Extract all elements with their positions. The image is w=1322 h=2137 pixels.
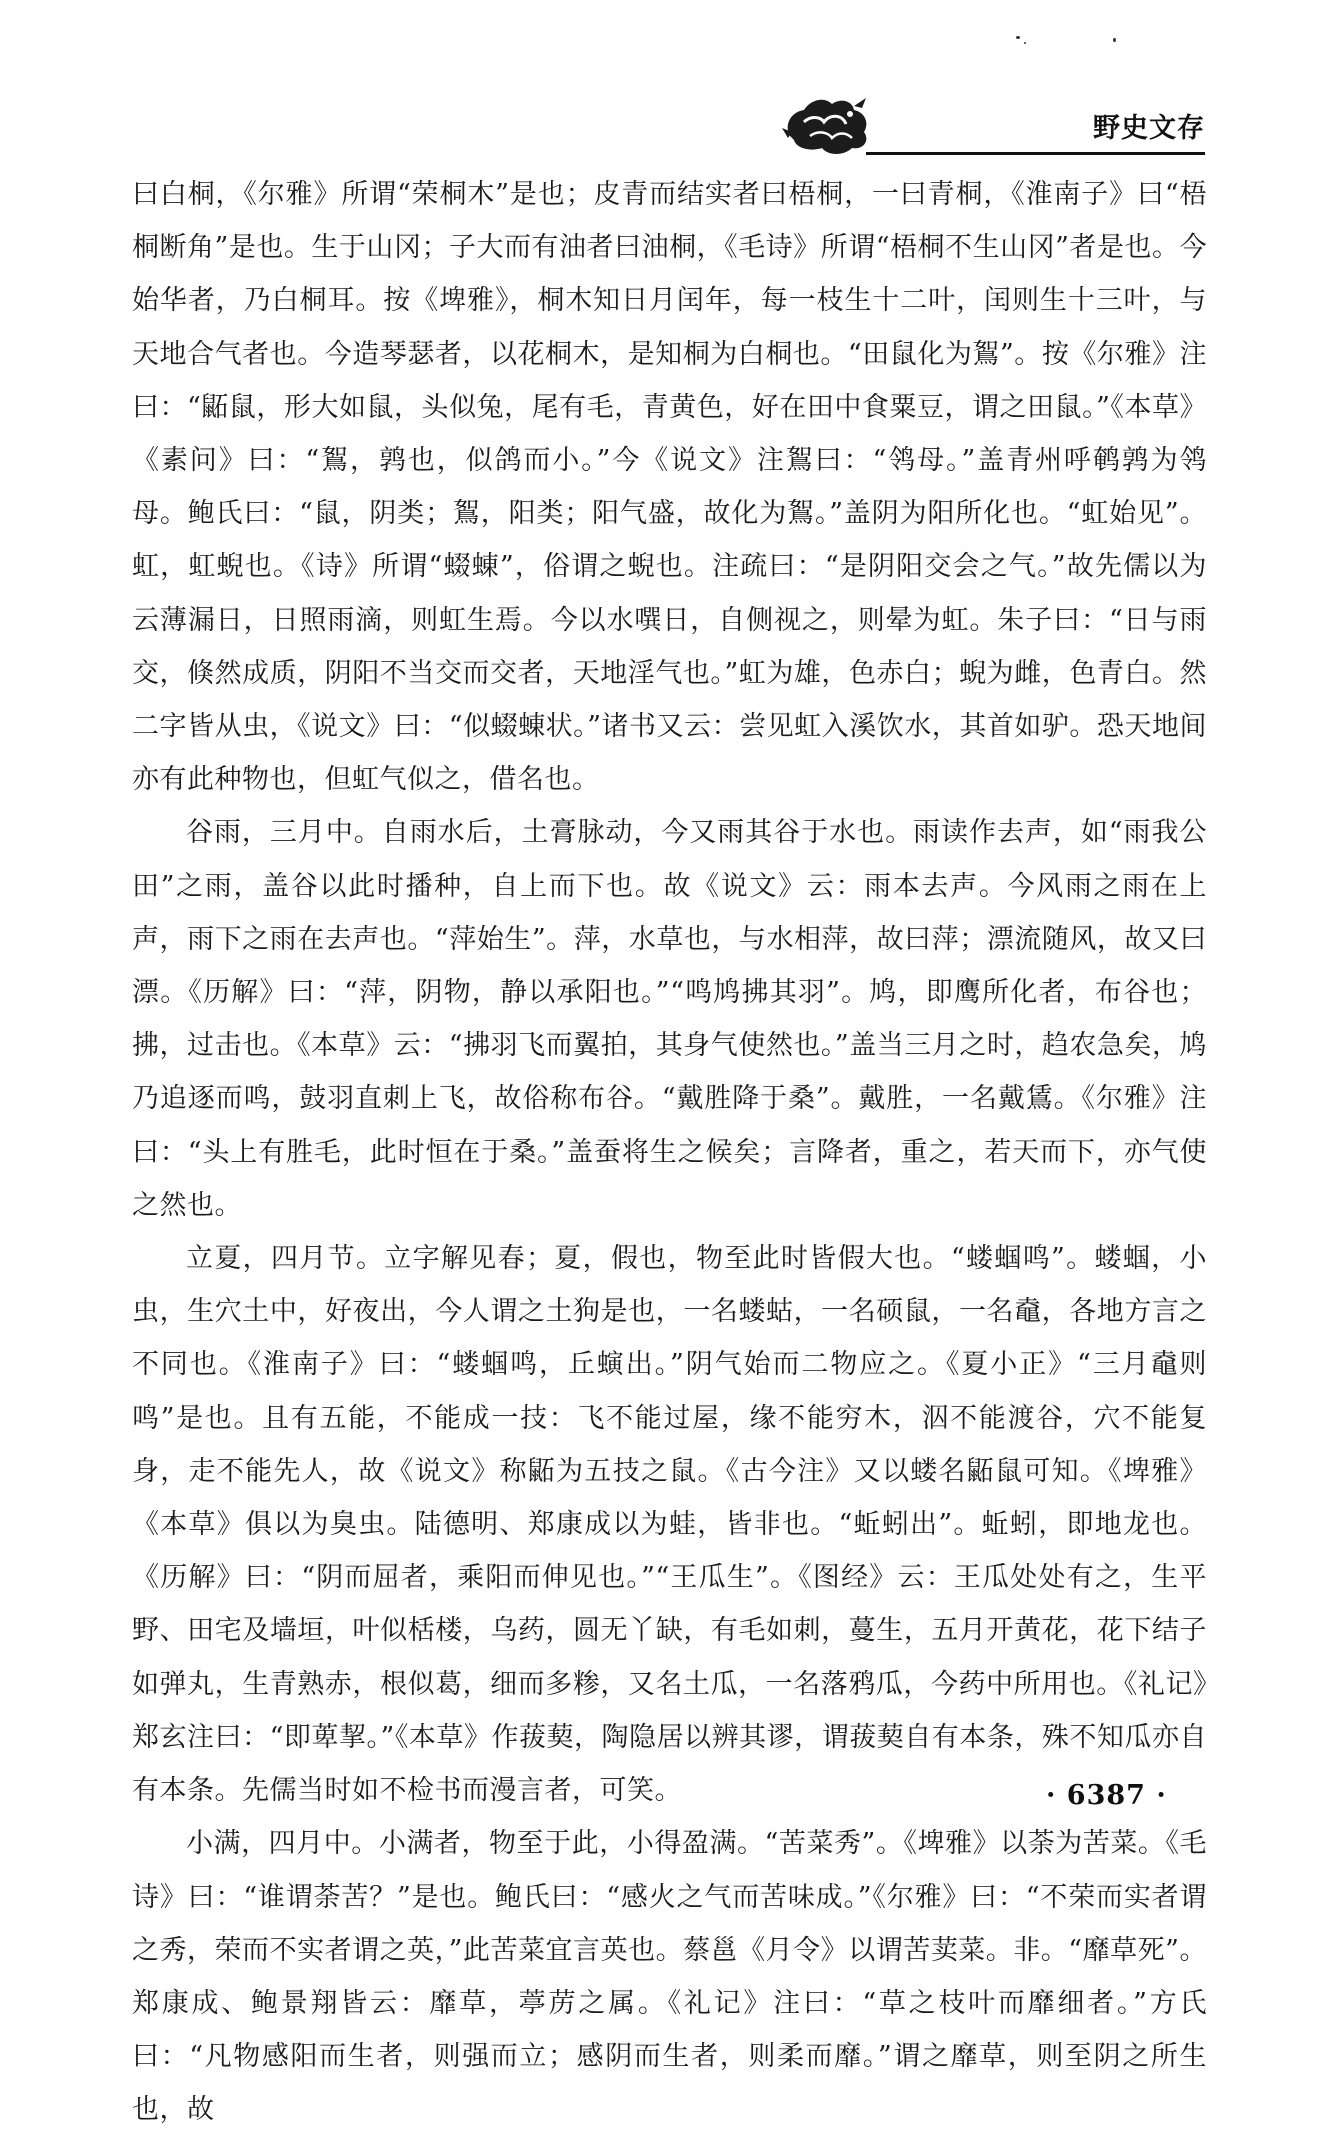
paragraph: 曰白桐，《尔雅》所谓“荣桐木”是也；皮青而结实者曰梧桐，一曰青桐，《淮南子》曰“梧桐断角”是也。生于山冈；子大而有油者曰油桐，《毛诗》所谓“梧桐不生山冈”者是也。今始华者，乃白桐耳。按《埤雅》，桐木知日月闰年，每一枝生十二叶，闰则生十三叶，与天地合气者也。今造琴瑟者，以花桐木，是知桐为白桐也。“田鼠化为鴽”。按《尔雅》注曰：“鼫鼠，形大如鼠，头似兔，尾有毛，青黄色，好在田中食粟豆，谓之田鼠。”《本草》《素问》曰：“鴽，鹑也，似鸽而小。”今《说文》注鴽曰：“鸰母。”盖青州呼鹌鹑为鸰母。鲍氏曰：“鼠，阴类；鴽，阳类；阳气盛，故化为鴽。”盖阴为阳所化也。“虹始见”。虹，虹蜺也。《诗》所谓“蝃蝀”，俗谓之蜺也。注疏曰：“是阴阳交会之气。”故先儒以为云薄漏日，日照雨滴，则虹生焉。今以水噀日，自侧视之，则晕为虹。朱子曰：“日与雨交，倏然成质，阴阳不当交而交者，天地淫气也。”虹为雄，色赤白；蜺为雌，色青白。然二字皆从虫，《说文》曰：“似蝃蝀状。”诸书又云：尝见虹入溪饮水，其首如驴。恐天地间亦有此种物也，但虹气似之，借名也。 <box>132 179 1207 796</box>
page-body <box>132 168 1207 2137</box>
paragraph: 谷雨，三月中。自雨水后，土膏脉动，今又雨其谷于水也。雨读作去声，如“雨我公田”之雨，盖谷以此时播种，自上而下也。故《说文》云：雨本去声。今风雨之雨在上声，雨下之雨在去声也。“萍始生”。萍，水草也，与水相萍，故曰萍；漂流随风，故又曰漂。《历解》曰：“萍，阴物，静以承阳也。”“鸣鸠拂其羽”。鸠，即鹰所化者，布谷也；拂，过击也。《本草》云：“拂羽飞而翼拍，其身气使然也。”盖当三月之时，趋农急矣，鸠乃追逐而鸣，鼓羽直刺上飞，故俗称布谷。“戴胜降于桑”。戴胜，一名戴鵀。《尔雅》注曰：“头上有胜毛，此时恒在于桑。”盖蚕将生之候矣；言降者，重之，若天而下，亦气使之然也。 <box>132 817 1207 1221</box>
page-number: · 6387 · <box>1046 1780 1167 1811</box>
scan-speck <box>1016 36 1020 39</box>
running-header <box>780 92 1205 168</box>
paragraph: 立夏，四月节。立字解见春；夏，假也，物至此时皆假大也。“蝼蝈鸣”。蝼蝈，小虫，生穴土中，好夜出，今人谓之土狗是也，一名蝼蛄，一名硕鼠，一名鼀，各地方言之不同也。《淮南子》曰：“蝼蝈鸣，丘螾出。”阴气始而二物应之。《夏小正》“三月鼀则鸣”是也。且有五能，不能成一技：飞不能过屋，缘不能穷木，泅不能渡谷，穴不能复身，走不能先人，故《说文》称鼫为五技之鼠。《古今注》又以蝼名鼫鼠可知。《埤雅》《本草》俱以为臭虫。陆德明、郑康成以为蛙，皆非也。“蚯蚓出”。蚯蚓，即地龙也。《历解》曰：“阴而屈者，乘阳而伸见也。”“王瓜生”。《图经》云：王瓜处处有之，生平野、田宅及墙垣，叶似栝楼，乌药，圆无丫缺，有毛如刺，蔓生，五月开黄花，花下结子如弹丸，生青熟赤，根似葛，细而多糁，又名土瓜，一名落鸦瓜，今药中所用也。《礼记》郑玄注曰：“即萆挈。”《本草》作菝葜，陶隐居以辨其谬，谓菝葜自有本条，殊不知瓜亦自有本条。先儒当时如不检书而漫言者，可笑。 <box>132 1243 1207 1807</box>
paragraph: 小满，四月中。小满者，物至于此，小得盈满。“苦菜秀”。《埤雅》以荼为苦菜。《毛诗》曰：“谁谓荼苦？”是也。鲍氏曰：“感火之气而苦味成。”《尔雅》曰：“不荣而实者谓之秀，荣而不实者谓之英，”此苦菜宜言英也。蔡邕《月令》以谓苦荬菜。非。“靡草死”。郑康成、鲍景翔皆云：靡草，葶苈之属。《礼记》注曰：“草之枝叶而靡细者。”方氏曰：“凡物感阳而生者，则强而立；感阴而生者，则柔而靡。”谓之靡草，则至阴之所生也，故 <box>132 1828 1207 2126</box>
scan-speck <box>1024 42 1026 44</box>
series-title: 野史文存 <box>1093 113 1205 144</box>
scan-speck <box>1113 38 1116 42</box>
header-rule <box>866 152 1205 155</box>
dragon-emblem-icon <box>780 92 876 158</box>
